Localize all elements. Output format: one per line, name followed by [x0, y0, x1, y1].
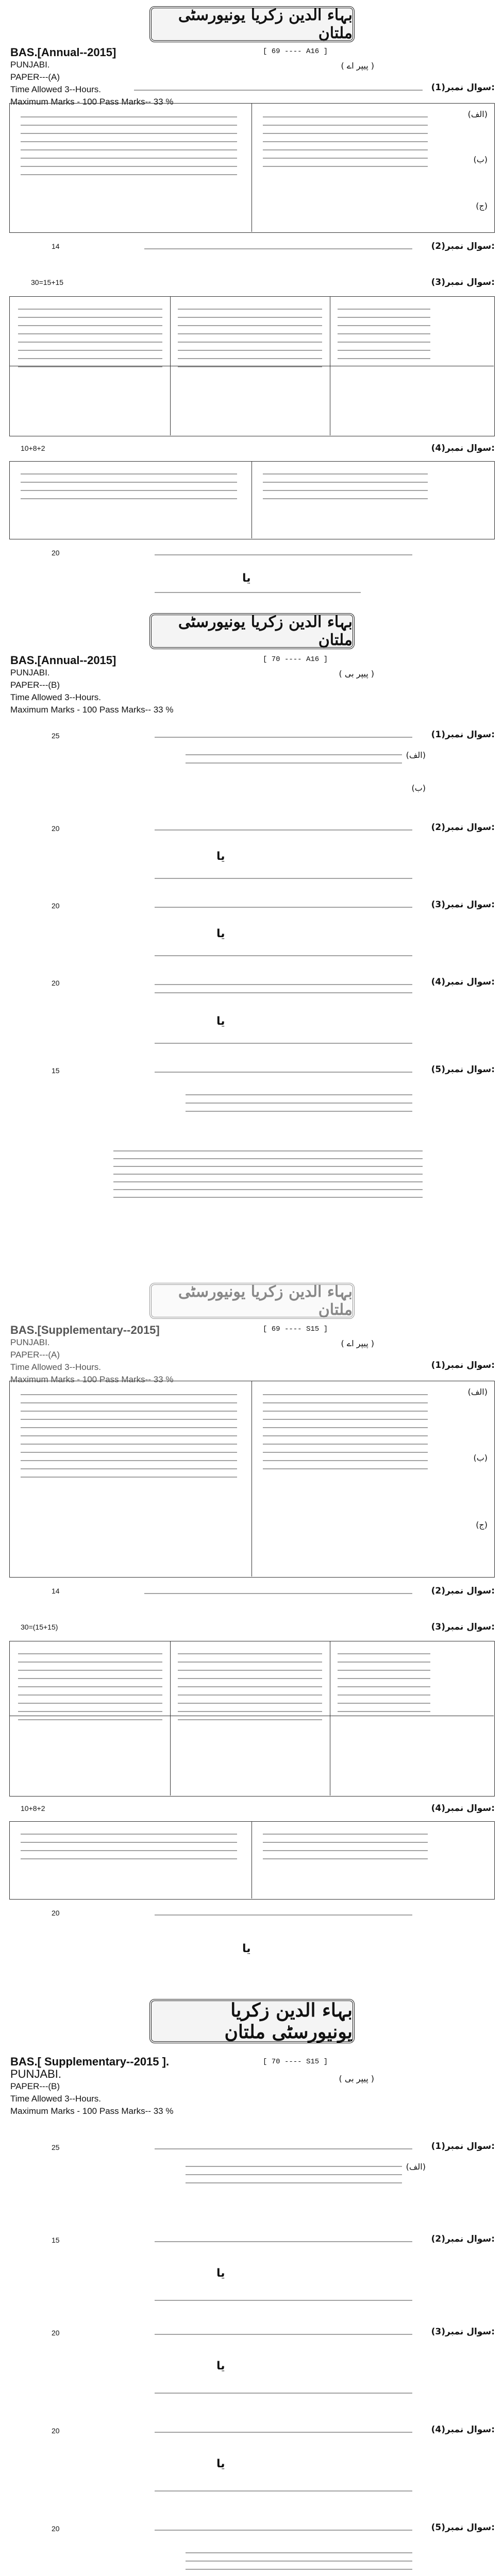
university-banner: بہاء الدین زکریا یونیورسٹی ملتان	[149, 6, 355, 42]
paper-sheet-1	[0, 0, 503, 608]
question-1-left-column	[21, 109, 237, 182]
question-3-col-3	[338, 1646, 430, 1719]
or-separator: یا	[242, 1942, 251, 1955]
paper-header	[10, 46, 173, 108]
question-5-text	[155, 2522, 412, 2538]
marks-q2: 20	[52, 824, 60, 833]
marks-q5: 15	[52, 1066, 60, 1075]
subject: PUNJABI.	[10, 1337, 50, 1347]
exam-title: BAS.[ Supplementary--2015 ].	[10, 2055, 170, 2068]
question-5-label: سوال نمبر(5):	[431, 2522, 495, 2533]
question-5-text	[155, 1907, 412, 1923]
roll-code: [ 69 ---- S15 ]	[262, 1325, 328, 1333]
marks-q2: 14	[52, 1587, 60, 1595]
sub-a: (الف)	[467, 109, 488, 119]
paper-sheet-2	[0, 608, 503, 1278]
marks-q4: 10+8+2	[21, 444, 45, 452]
paper-header	[10, 654, 173, 716]
question-2-text	[155, 2234, 412, 2249]
paper-header	[10, 2056, 173, 2117]
max-marks: Maximum Marks - 100 Pass Marks-- 33 %	[10, 705, 174, 715]
time-allowed: Time Allowed 3--Hours.	[10, 692, 102, 702]
question-1-text	[134, 82, 423, 98]
sub-b: (ب)	[411, 783, 426, 793]
prose-passage	[113, 1144, 423, 1205]
question-4-left	[21, 1826, 237, 1867]
question-2-label: سوال نمبر(2):	[431, 822, 495, 833]
question-2-label: سوال نمبر(2):	[431, 241, 495, 251]
marks-q2: 14	[52, 242, 60, 250]
paper-code: PAPER---(A)	[10, 1350, 60, 1360]
marks-q3: 30=(15+15)	[21, 1623, 58, 1631]
sub-a: (الف)	[406, 750, 426, 760]
question-1-a	[186, 2159, 402, 2191]
paper-sheet-4	[0, 1989, 503, 2576]
question-4-alt	[155, 2483, 412, 2499]
question-4-text	[155, 2425, 412, 2440]
paper-header	[10, 1324, 173, 1386]
sub-b: (ب)	[473, 155, 488, 164]
university-banner: بہاء الدین زکریا یونیورسٹی ملتان	[149, 1999, 355, 2043]
paper-type: ( پیپر بی )	[339, 2074, 374, 2083]
time-allowed: Time Allowed 3--Hours.	[10, 2094, 102, 2104]
roll-code: [ 70 ---- A16 ]	[262, 655, 328, 664]
question-3-label: سوال نمبر(3):	[431, 1622, 495, 1632]
or-separator: یا	[216, 1015, 225, 1028]
marks-q4: 20	[52, 2427, 60, 2435]
question-3-text	[155, 900, 412, 915]
question-2-text	[144, 241, 412, 257]
paper-code: PAPER---(A)	[10, 72, 60, 82]
question-4-left	[21, 466, 237, 506]
sub-b: (ب)	[473, 1453, 488, 1463]
question-4-label: سوال نمبر(4):	[431, 2425, 495, 2435]
question-5-alt	[155, 585, 361, 600]
question-3-label: سوال نمبر(3):	[431, 900, 495, 910]
marks-q3: 30=15+15	[31, 278, 64, 286]
time-allowed: Time Allowed 3--Hours.	[10, 84, 102, 94]
roll-code: [ 70 ---- S15 ]	[262, 2058, 328, 2066]
marks-q4: 20	[52, 979, 60, 987]
or-separator: یا	[216, 2458, 225, 2470]
question-2-alt	[155, 871, 412, 886]
question-2-text	[155, 822, 412, 838]
marks-q2: 15	[52, 2236, 60, 2244]
max-marks: Maximum Marks - 100 Pass Marks-- 33 %	[10, 97, 174, 107]
question-5-text	[155, 1064, 412, 1080]
marks-q1: 25	[52, 2143, 60, 2151]
question-3-col-2	[178, 1646, 322, 1727]
question-3-label: سوال نمبر(3):	[431, 2327, 495, 2337]
university-banner: بہاء الدین زکریا یونیورسٹی ملتان	[149, 1283, 355, 1319]
marks-q5: 20	[52, 1909, 60, 1917]
question-1-text	[155, 2141, 412, 2157]
question-2-alt	[155, 2293, 412, 2308]
or-separator: یا	[216, 927, 225, 940]
marks-q4: 10+8+2	[21, 1804, 45, 1812]
marks-q3: 20	[52, 2329, 60, 2337]
question-4-label: سوال نمبر(4):	[431, 1803, 495, 1814]
question-4-label: سوال نمبر(4):	[431, 977, 495, 987]
question-5-label: سوال نمبر(5):	[431, 1064, 495, 1075]
marks-q5: 20	[52, 549, 60, 557]
subject: PUNJABI.	[10, 2067, 62, 2080]
paper-type: ( پیپر بی )	[339, 669, 374, 679]
question-1-right-column	[263, 109, 428, 174]
marks-q1: 25	[52, 732, 60, 740]
question-1-text	[155, 730, 412, 745]
question-1-right-column	[263, 1387, 428, 1477]
sub-a: (الف)	[406, 2162, 426, 2172]
sub-c: (ج)	[476, 201, 488, 211]
question-3-text	[155, 2327, 412, 2342]
max-marks: Maximum Marks - 100 Pass Marks-- 33 %	[10, 1375, 174, 1384]
question-5-items	[186, 1087, 412, 1119]
question-1-left-column	[21, 1387, 237, 1485]
exam-title: BAS.[Annual--2015]	[10, 654, 116, 667]
question-5-items	[186, 2545, 412, 2576]
question-4-label: سوال نمبر(4):	[431, 443, 495, 453]
subject: PUNJABI.	[10, 60, 50, 70]
paper-code: PAPER---(B)	[10, 680, 60, 690]
marks-q3: 20	[52, 902, 60, 910]
question-1-a	[186, 747, 402, 771]
question-3-alt	[155, 2385, 412, 2401]
or-separator: یا	[216, 850, 225, 863]
question-5-text	[155, 547, 412, 563]
question-3-alt	[155, 948, 412, 963]
or-separator: یا	[216, 2360, 225, 2372]
question-4-right	[263, 466, 428, 506]
question-1-label: سوال نمبر(1):	[431, 1360, 495, 1370]
paper-sheet-3	[0, 1278, 503, 1989]
exam-title: BAS.[Supplementary--2015]	[10, 1324, 160, 1336]
question-3-col-2	[178, 301, 322, 375]
question-4-alt	[155, 1036, 412, 1051]
question-3-col-3	[338, 301, 430, 366]
paper-code: PAPER---(B)	[10, 2081, 60, 2091]
question-2-label: سوال نمبر(2):	[431, 1586, 495, 1596]
paper-type: ( پیپر اے )	[341, 1338, 374, 1348]
or-separator: یا	[216, 2267, 225, 2280]
subject: PUNJABI.	[10, 668, 50, 677]
roll-code: [ 69 ---- A16 ]	[262, 47, 328, 56]
sub-a: (الف)	[467, 1387, 488, 1397]
time-allowed: Time Allowed 3--Hours.	[10, 1362, 102, 1372]
question-1-label: سوال نمبر(1):	[431, 2141, 495, 2151]
max-marks: Maximum Marks - 100 Pass Marks-- 33 %	[10, 2106, 174, 2116]
exam-title: BAS.[Annual--2015]	[10, 46, 116, 59]
question-3-col-1	[18, 1646, 162, 1727]
university-banner: بہاء الدین زکریا یونیورسٹی ملتان	[149, 613, 355, 649]
paper-type: ( پیپر اے )	[341, 61, 374, 71]
question-2-label: سوال نمبر(2):	[431, 2234, 495, 2244]
question-3-col-1	[18, 301, 162, 375]
question-2-text	[144, 1586, 412, 1601]
question-3-label: سوال نمبر(3):	[431, 277, 495, 287]
sub-c: (ج)	[476, 1520, 488, 1530]
question-1-label: سوال نمبر(1):	[431, 82, 495, 93]
question-4-right	[263, 1826, 428, 1867]
question-1-label: سوال نمبر(1):	[431, 730, 495, 740]
or-separator: یا	[242, 572, 251, 585]
marks-q5: 20	[52, 2524, 60, 2533]
question-4-text	[155, 977, 412, 1001]
